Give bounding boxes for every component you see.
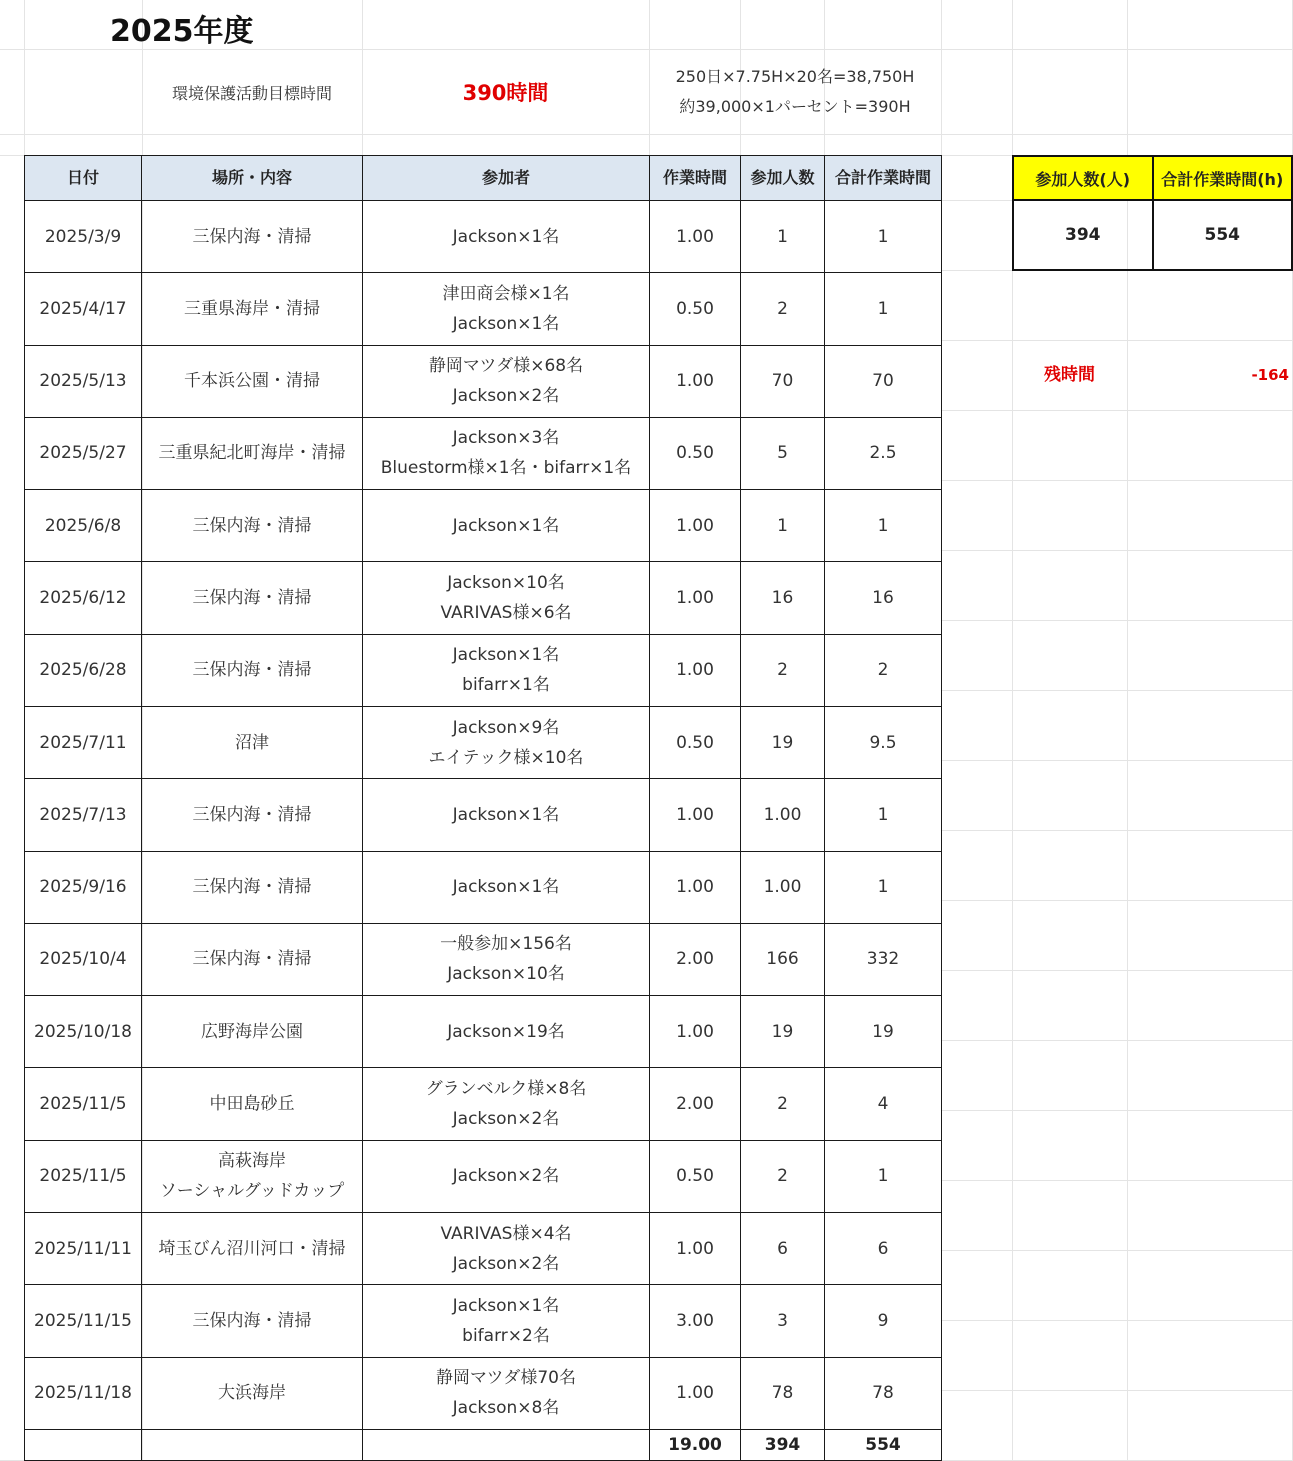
gridline [941, 1390, 1293, 1391]
cell-place[interactable] [142, 1285, 363, 1357]
table-row [25, 779, 942, 851]
cell-people[interactable]: 2 [741, 273, 825, 345]
participant-line: Jackson×1名 [452, 645, 560, 666]
cell-place[interactable] [142, 201, 363, 273]
participant-line: Jackson×10名 [447, 964, 565, 985]
header-date[interactable]: 日付 [25, 156, 142, 201]
participant-line: Jackson×1名 [452, 226, 560, 247]
participant-line: Jackson×1名 [452, 1295, 560, 1316]
cell-people[interactable]: 2 [741, 1068, 825, 1140]
cell-place[interactable] [142, 779, 363, 851]
gridline [941, 620, 1293, 621]
cell-total[interactable]: 78 [825, 1357, 942, 1430]
cell-people[interactable]: 70 [741, 345, 825, 417]
cell-people[interactable]: 5 [741, 417, 825, 489]
table-row [25, 996, 942, 1068]
cell-hours[interactable]: 1.00 [650, 634, 741, 706]
participant-line: Bluestorm様×1名・bifarr×1名 [380, 458, 632, 479]
cell-people[interactable]: 1.00 [741, 851, 825, 923]
totals-people[interactable]: 394 [741, 1430, 825, 1461]
cell-hours[interactable]: 0.50 [650, 1140, 741, 1212]
table-row [25, 201, 942, 273]
place-line: 三保内海・清掃 [192, 588, 312, 609]
participant-line: 一般参加×156名 [440, 934, 572, 955]
cell-total[interactable]: 16 [825, 562, 942, 634]
participant-line: Jackson×19名 [447, 1021, 565, 1042]
cell-place[interactable] [142, 851, 363, 923]
gridline [941, 1320, 1293, 1321]
cell-total[interactable]: 2 [825, 634, 942, 706]
target-label: 環境保護活動目標時間 [171, 83, 332, 103]
cell-hours[interactable]: 1.00 [650, 201, 741, 273]
cell-total[interactable]: 70 [825, 345, 942, 417]
table-row [25, 490, 942, 562]
gridline [941, 760, 1293, 761]
cell-place[interactable] [142, 996, 363, 1068]
cell-people[interactable]: 78 [741, 1357, 825, 1430]
gridline [941, 340, 1293, 341]
place-line: 三重県海岸・清掃 [184, 298, 320, 319]
gridline [941, 830, 1293, 831]
participant-line: Jackson×1名 [452, 515, 560, 536]
cell-total[interactable]: 2.5 [825, 417, 942, 489]
cell-participants[interactable] [363, 201, 650, 273]
cell-place[interactable] [142, 490, 363, 562]
cell-date[interactable]: 2025/11/15 [25, 1285, 142, 1357]
cell-participants[interactable] [363, 923, 650, 995]
cell-date[interactable]: 2025/6/12 [25, 562, 142, 634]
target-formula [649, 50, 941, 134]
participant-line: Jackson×2名 [452, 1253, 560, 1274]
cell-participants[interactable] [363, 1285, 650, 1357]
summary-people-value[interactable]: 394 [1013, 200, 1153, 270]
activity-table [24, 155, 942, 1461]
gridline [941, 900, 1293, 901]
cell-participants[interactable] [363, 1357, 650, 1430]
cell-participants[interactable] [363, 273, 650, 345]
table-row [25, 1140, 942, 1212]
remaining-value: -164 [1251, 366, 1289, 384]
place-line: 三保内海・清掃 [192, 877, 312, 898]
cell-date[interactable]: 2025/7/11 [25, 706, 142, 778]
participant-line: エイテック様×10名 [428, 747, 584, 768]
cell-people[interactable]: 6 [741, 1212, 825, 1284]
cell-date[interactable]: 2025/11/18 [25, 1357, 142, 1430]
cell-total[interactable]: 1 [825, 273, 942, 345]
cell-place[interactable] [142, 1068, 363, 1140]
cell-total[interactable]: 1 [825, 779, 942, 851]
cell-place[interactable] [142, 562, 363, 634]
cell-people[interactable]: 2 [741, 1140, 825, 1212]
participant-line: グランベルク様×8名 [425, 1079, 587, 1100]
table-row [25, 417, 942, 489]
cell-hours[interactable]: 1.00 [650, 1212, 741, 1284]
cell-date[interactable]: 2025/10/4 [25, 923, 142, 995]
table-row [25, 345, 942, 417]
cell-participants[interactable] [363, 1068, 650, 1140]
place-line: 沼津 [235, 732, 269, 753]
cell-date[interactable]: 2025/6/8 [25, 490, 142, 562]
target-value: 390時間 [462, 81, 549, 105]
cell-total[interactable]: 1 [825, 201, 942, 273]
gridline [941, 1110, 1293, 1111]
totals-total[interactable]: 554 [825, 1430, 942, 1461]
place-line: 三保内海・清掃 [192, 515, 312, 536]
place-line: 千本浜公園・清掃 [184, 371, 320, 392]
participant-line: bifarr×1名 [462, 675, 550, 696]
cell-total[interactable]: 9 [825, 1285, 942, 1357]
cell-hours[interactable]: 1.00 [650, 490, 741, 562]
cell-total[interactable]: 9.5 [825, 706, 942, 778]
cell-date[interactable]: 2025/11/5 [25, 1068, 142, 1140]
totals-empty-cell[interactable] [142, 1430, 363, 1461]
cell-participants[interactable] [363, 996, 650, 1068]
cell-total[interactable]: 6 [825, 1212, 942, 1284]
cell-participants[interactable] [363, 1140, 650, 1212]
cell-hours[interactable]: 2.00 [650, 923, 741, 995]
cell-hours[interactable]: 2.00 [650, 1068, 741, 1140]
gridline [941, 970, 1293, 971]
cell-date[interactable]: 2025/3/9 [25, 201, 142, 273]
summary-value-row [1013, 200, 1292, 270]
cell-participants[interactable] [363, 1212, 650, 1284]
cell-hours[interactable]: 0.50 [650, 273, 741, 345]
cell-place[interactable] [142, 706, 363, 778]
cell-people[interactable]: 1 [741, 201, 825, 273]
header-people[interactable]: 参加人数 [741, 156, 825, 201]
cell-people[interactable]: 16 [741, 562, 825, 634]
sheet-title: 2025年度 [110, 14, 254, 49]
participant-line: 静岡マツダ様70名 [436, 1368, 576, 1389]
place-line: 埼玉びん沼川河口・清掃 [158, 1238, 346, 1259]
totals-row [25, 1430, 942, 1461]
table-row [25, 562, 942, 634]
cell-participants[interactable] [363, 779, 650, 851]
summary-header-hours[interactable]: 合計作業時間(h) [1153, 156, 1293, 200]
table-row [25, 273, 942, 345]
cell-participants[interactable] [363, 634, 650, 706]
cell-people[interactable]: 3 [741, 1285, 825, 1357]
table-row [25, 851, 942, 923]
table-row [25, 634, 942, 706]
place-line: 中田島砂丘 [209, 1094, 295, 1115]
gridline [941, 1040, 1293, 1041]
cell-hours[interactable]: 3.00 [650, 1285, 741, 1357]
cell-date[interactable]: 2025/5/13 [25, 345, 142, 417]
cell-participants[interactable] [363, 417, 650, 489]
cell-place[interactable] [142, 273, 363, 345]
summary-hours-value[interactable]: 554 [1153, 200, 1293, 270]
header-place[interactable]: 場所・内容 [142, 156, 363, 201]
gridline [0, 134, 1293, 135]
cell-date[interactable]: 2025/6/28 [25, 634, 142, 706]
cell-participants[interactable] [363, 345, 650, 417]
cell-hours[interactable]: 1.00 [650, 345, 741, 417]
participant-line: Jackson×1名 [452, 313, 560, 334]
summary-table [1012, 155, 1293, 271]
place-line: 三保内海・清掃 [192, 660, 312, 681]
place-line: 三保内海・清掃 [192, 804, 312, 825]
header-participants[interactable]: 参加者 [363, 156, 650, 201]
summary-header-row [1013, 156, 1292, 200]
cell-total[interactable]: 19 [825, 996, 942, 1068]
cell-place[interactable] [142, 1140, 363, 1212]
participant-line: bifarr×2名 [462, 1325, 550, 1346]
place-line: 三重県紀北町海岸・清掃 [158, 443, 346, 464]
cell-hours[interactable]: 1.00 [650, 562, 741, 634]
table-row [25, 1068, 942, 1140]
cell-total[interactable]: 4 [825, 1068, 942, 1140]
table-row [25, 1357, 942, 1430]
cell-date[interactable]: 2025/11/11 [25, 1212, 142, 1284]
remaining-label: 残時間 [1044, 365, 1095, 385]
cell-participants[interactable] [363, 706, 650, 778]
cell-date[interactable]: 2025/10/18 [25, 996, 142, 1068]
cell-hours[interactable]: 1.00 [650, 1357, 741, 1430]
gridline [941, 480, 1293, 481]
header-total[interactable]: 合計作業時間 [825, 156, 942, 201]
participant-line: Jackson×2名 [452, 1109, 560, 1130]
place-line: ソーシャルグッドカップ [159, 1181, 345, 1202]
participant-line: VARIVAS様×6名 [440, 603, 572, 624]
summary-header-people[interactable]: 参加人数(人) [1013, 156, 1153, 200]
cell-hours[interactable]: 0.50 [650, 417, 741, 489]
cell-total[interactable]: 1 [825, 490, 942, 562]
formula-line: 約39,000×1パーセント=390H [679, 97, 911, 116]
cell-date[interactable]: 2025/11/5 [25, 1140, 142, 1212]
place-line: 三保内海・清掃 [192, 226, 312, 247]
cell-people[interactable]: 1 [741, 490, 825, 562]
totals-hours[interactable]: 19.00 [650, 1430, 741, 1461]
cell-date[interactable]: 2025/9/16 [25, 851, 142, 923]
participant-line: Jackson×1名 [452, 804, 560, 825]
place-line: 三保内海・清掃 [192, 1310, 312, 1331]
totals-empty-cell[interactable] [25, 1430, 142, 1461]
cell-people[interactable]: 19 [741, 706, 825, 778]
header-hours[interactable]: 作業時間 [650, 156, 741, 201]
participant-line: Jackson×2名 [452, 386, 560, 407]
cell-place[interactable] [142, 345, 363, 417]
cell-total[interactable]: 1 [825, 851, 942, 923]
totals-empty-cell[interactable] [363, 1430, 650, 1461]
cell-date[interactable]: 2025/5/27 [25, 417, 142, 489]
participant-line: Jackson×10名 [447, 573, 565, 594]
cell-hours[interactable]: 1.00 [650, 996, 741, 1068]
cell-hours[interactable]: 1.00 [650, 851, 741, 923]
gridline [941, 1250, 1293, 1251]
cell-place[interactable] [142, 1212, 363, 1284]
participant-line: 津田商会様×1名 [442, 283, 570, 304]
cell-place[interactable] [142, 634, 363, 706]
cell-people[interactable]: 1.00 [741, 779, 825, 851]
formula-line: 250日×7.75H×20名=38,750H [675, 67, 915, 86]
cell-people[interactable]: 2 [741, 634, 825, 706]
participant-line: Jackson×9名 [452, 717, 560, 738]
place-line: 三保内海・清掃 [192, 949, 312, 970]
cell-place[interactable] [142, 923, 363, 995]
cell-date[interactable]: 2025/4/17 [25, 273, 142, 345]
table-row [25, 1212, 942, 1284]
cell-total[interactable]: 332 [825, 923, 942, 995]
place-line: 高萩海岸 [218, 1151, 286, 1172]
participant-line: Jackson×1名 [452, 877, 560, 898]
table-row [25, 923, 942, 995]
place-line: 広野海岸公園 [201, 1021, 303, 1042]
cell-hours[interactable]: 1.00 [650, 779, 741, 851]
cell-participants[interactable] [363, 562, 650, 634]
participant-line: Jackson×2名 [452, 1166, 560, 1187]
cell-people[interactable]: 166 [741, 923, 825, 995]
cell-place[interactable] [142, 417, 363, 489]
table-row [25, 706, 942, 778]
cell-hours[interactable]: 0.50 [650, 706, 741, 778]
cell-participants[interactable] [363, 490, 650, 562]
cell-people[interactable]: 19 [741, 996, 825, 1068]
cell-place[interactable] [142, 1357, 363, 1430]
table-header-row [25, 156, 942, 201]
cell-participants[interactable] [363, 851, 650, 923]
place-line: 大浜海岸 [218, 1383, 286, 1404]
gridline [941, 1180, 1293, 1181]
participant-line: Jackson×3名 [452, 428, 560, 449]
participant-line: Jackson×8名 [452, 1398, 560, 1419]
gridline [941, 410, 1293, 411]
participant-line: VARIVAS様×4名 [440, 1223, 572, 1244]
table-row [25, 1285, 942, 1357]
participant-line: 静岡マツダ様×68名 [428, 356, 584, 377]
cell-total[interactable]: 1 [825, 1140, 942, 1212]
gridline [941, 550, 1293, 551]
gridline [941, 690, 1293, 691]
cell-date[interactable]: 2025/7/13 [25, 779, 142, 851]
